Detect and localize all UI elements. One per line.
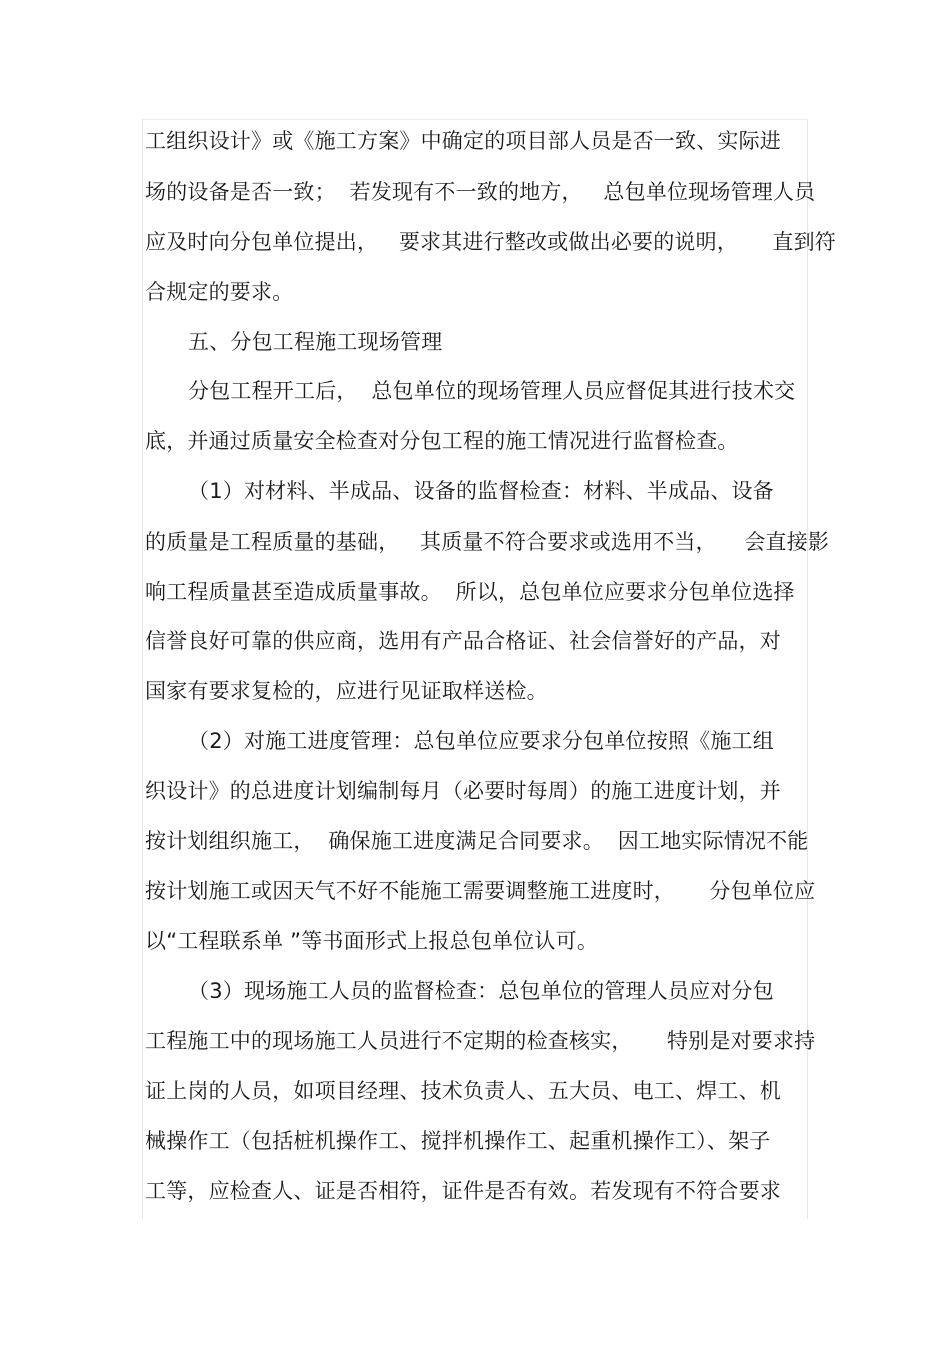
text-line: 分包工程开工后， 总包单位的现场管理人员应督促其进行技术交	[188, 379, 796, 403]
text-line: （3）现场施工人员的监督检查：总包单位的管理人员应对分包	[188, 979, 774, 1003]
text-line: 工等，应检查人、证是否相符，证件是否有效。若发现有不符合要求	[145, 1179, 781, 1203]
text-line: 按计划施工或因天气不好不能施工需要调整施工进度时， 分包单位应	[145, 879, 816, 903]
text-line: 械操作工（包括桩机操作工、搅拌机操作工、起重机操作工）、架子	[145, 1129, 771, 1153]
section-heading: 五、分包工程施工现场管理	[188, 330, 443, 354]
text-line: 合规定的要求。	[145, 280, 294, 304]
text-line: 响工程质量甚至造成质量事故。 所以，总包单位应要求分包单位选择	[145, 580, 795, 604]
text-line: 工组织设计》或《施工方案》中确定的项目部人员是否一致、实际进	[145, 129, 781, 153]
text-line: 证上岗的人员，如项目经理、技术负责人、五大员、电工、焊工、机	[145, 1079, 781, 1103]
text-line: 的质量是工程质量的基础， 其质量不符合要求或选用不当， 会直接影	[145, 530, 830, 554]
text-line: 按计划组织施工， 确保施工进度满足合同要求。 因工地实际情况不能	[145, 829, 809, 853]
text-line: （2）对施工进度管理：总包单位应要求分包单位按照《施工组	[188, 729, 774, 753]
text-line: 工程施工中的现场施工人员进行不定期的检查核实， 特别是对要求持	[145, 1029, 816, 1053]
text-line: （1）对材料、半成品、设备的监督检查：材料、半成品、设备	[188, 479, 774, 503]
text-line: 底，并通过质量安全检查对分包工程的施工情况进行监督检查。	[145, 429, 739, 453]
text-line: 场的设备是否一致； 若发现有不一致的地方， 总包单位现场管理人员	[145, 180, 816, 204]
text-line: 织设计》的总进度计划编制每月（必要时每周）的施工进度计划，并	[145, 779, 781, 803]
text-line: 应及时向分包单位提出， 要求其进行整改或做出必要的说明， 直到符	[145, 230, 836, 254]
text-line: 信誉良好可靠的供应商，选用有产品合格证、社会信誉好的产品，对	[145, 629, 781, 653]
text-line: 以“工程联系单 ”等书面形式上报总包单位认可。	[145, 929, 599, 953]
text-line: 国家有要求复检的，应进行见证取样送检。	[145, 679, 548, 703]
